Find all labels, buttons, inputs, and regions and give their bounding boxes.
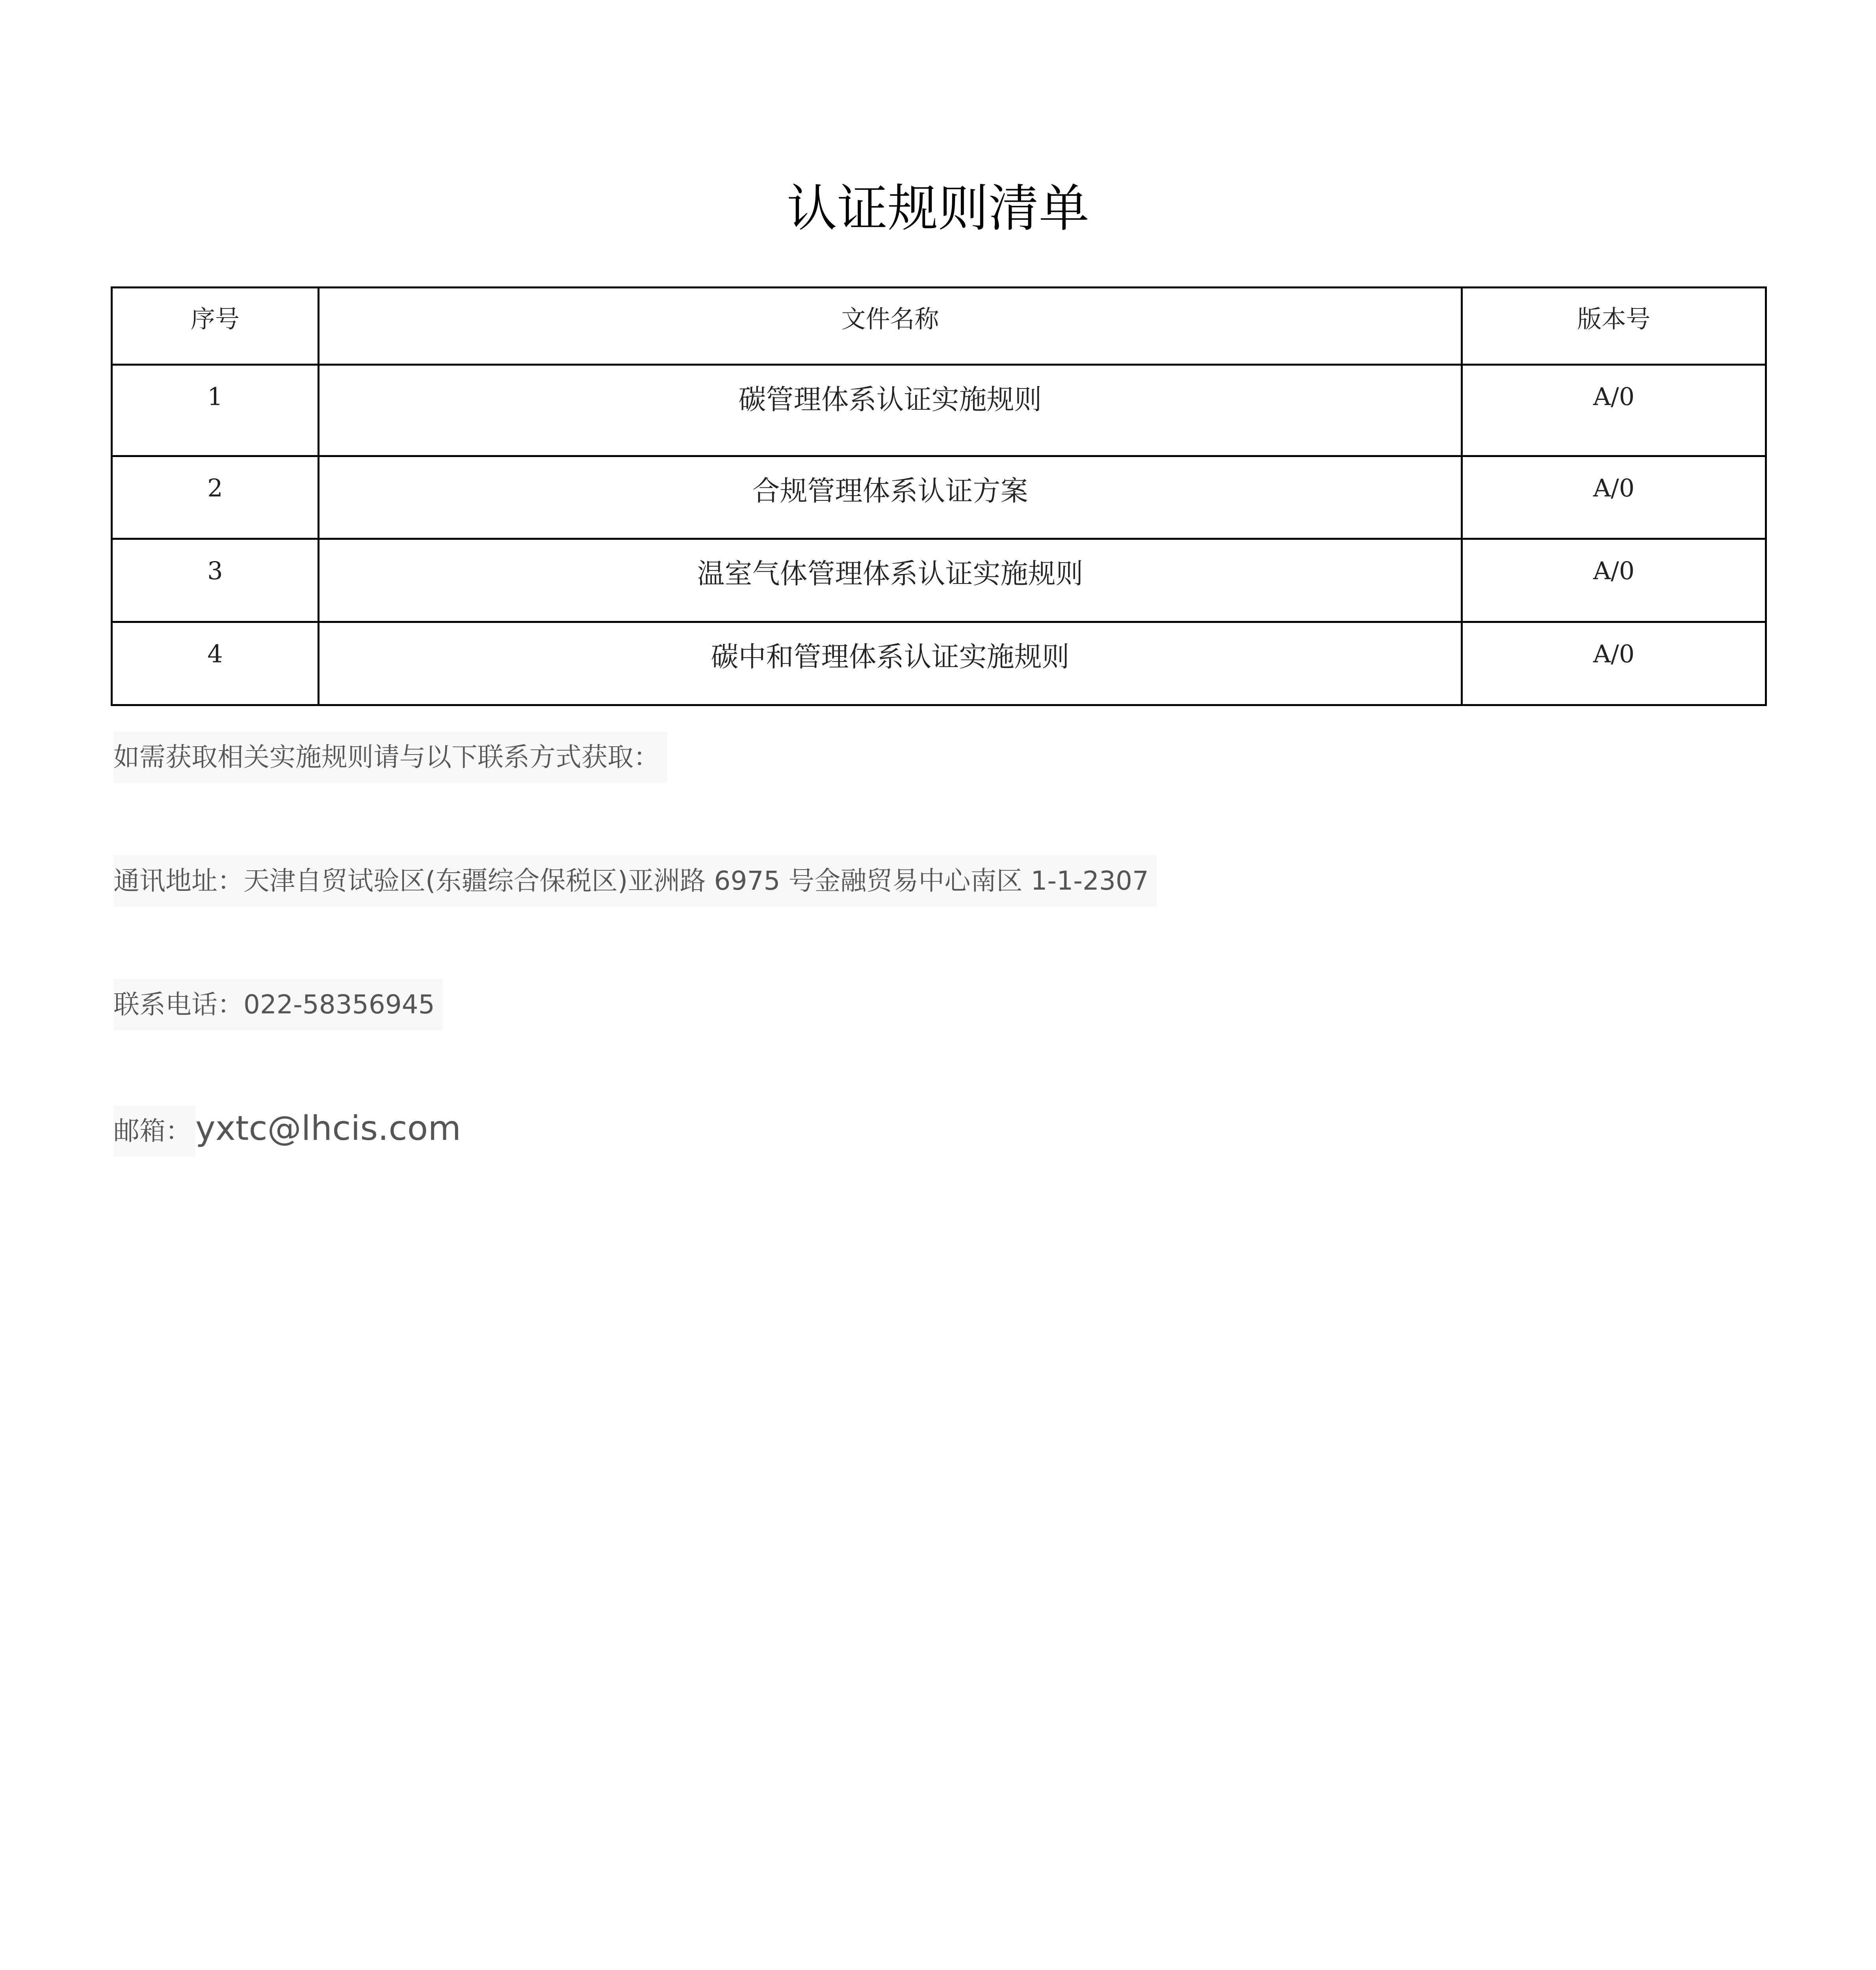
cell-name: 碳中和管理体系认证实施规则 <box>319 622 1462 705</box>
cell-name: 碳管理体系认证实施规则 <box>319 365 1462 456</box>
header-version: 版本号 <box>1462 288 1766 365</box>
cell-version: A/0 <box>1462 539 1766 622</box>
contact-intro-text: 如需获取相关实施规则请与以下联系方式获取： <box>113 732 667 783</box>
contact-phone-text: 联系电话：022-58356945 <box>113 979 443 1030</box>
table-row <box>112 456 1766 539</box>
cell-version: A/0 <box>1462 456 1766 539</box>
cell-no: 4 <box>112 622 319 705</box>
contact-email <box>113 1103 461 1157</box>
table-row <box>112 622 1766 705</box>
cell-version: A/0 <box>1462 622 1766 705</box>
email-label: 邮箱： <box>113 1106 195 1157</box>
contact-phone <box>113 979 443 1030</box>
rules-table <box>111 286 1767 706</box>
cell-no: 3 <box>112 539 319 622</box>
header-name: 文件名称 <box>319 288 1462 365</box>
page-title: 认证规则清单 <box>786 179 1089 238</box>
contact-address <box>113 855 1157 907</box>
email-link[interactable]: yxtc@lhcis.com <box>195 1109 461 1148</box>
table-row <box>112 365 1766 456</box>
contact-address-text: 通讯地址：天津自贸试验区(东疆综合保税区)亚洲路 6975 号金融贸易中心南区 1-1-2307 <box>113 855 1157 907</box>
cell-name: 温室气体管理体系认证实施规则 <box>319 539 1462 622</box>
cell-no: 2 <box>112 456 319 539</box>
table-row <box>112 539 1766 622</box>
contact-intro <box>113 732 667 783</box>
cell-version: A/0 <box>1462 365 1766 456</box>
table-header-row <box>112 288 1766 365</box>
cell-no: 1 <box>112 365 319 456</box>
header-no: 序号 <box>112 288 319 365</box>
cell-name: 合规管理体系认证方案 <box>319 456 1462 539</box>
